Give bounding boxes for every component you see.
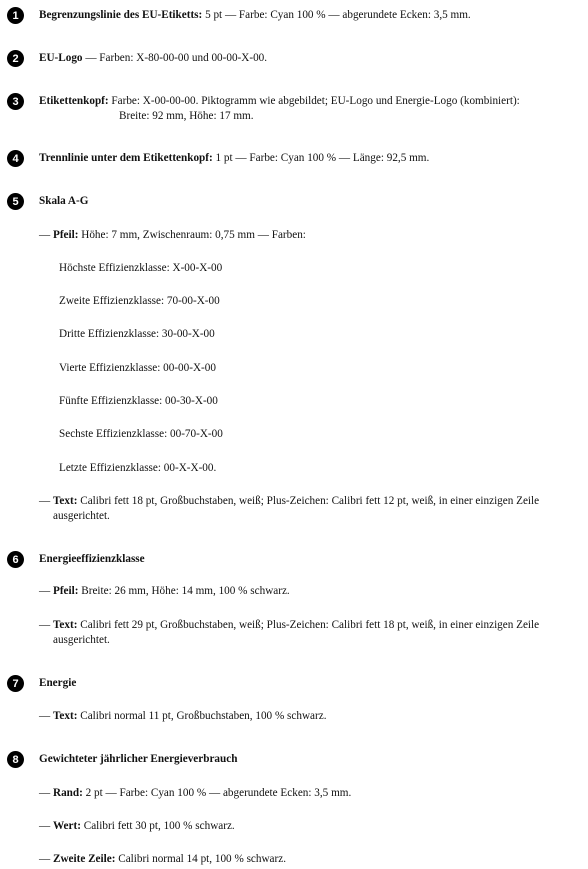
spec-title: Energieeffizienzklasse xyxy=(39,553,145,565)
sub-label: Zweite Zeile: xyxy=(52,853,116,865)
spec-title: EU-Logo xyxy=(39,52,83,64)
spec-text-continued: Breite: 92 mm, Höhe: 17 mm. xyxy=(119,110,254,122)
number-1-icon: 1 xyxy=(7,7,24,24)
sub-text: Calibri fett 30 pt, 100 % schwarz. xyxy=(83,820,235,832)
class-color-1: Höchste Effizienzklasse: X-00-X-00 xyxy=(59,262,223,274)
spec-text: — Farben: X-80-00-00 und 00-00-X-00. xyxy=(85,52,268,64)
sub-label: Pfeil: xyxy=(52,585,79,597)
number-2-icon: 2 xyxy=(7,50,24,67)
spec-line xyxy=(39,51,582,66)
spec-line xyxy=(39,194,582,209)
spec-line xyxy=(39,8,582,23)
class-color-6: Sechste Effizienzklasse: 00-70-X-00 xyxy=(59,428,223,440)
consumption-border-spec: — Rand: 2 pt — Farbe: Cyan 100 % — abgerundete Ecken: 3,5 mm. xyxy=(39,787,352,799)
class-color-3: Dritte Effizienzklasse: 30-00-X-00 xyxy=(59,328,215,340)
sub-text: Calibri normal 11 pt, Großbuchstaben, 100 % schwarz. xyxy=(80,710,327,722)
sub-label: Text: xyxy=(52,710,78,722)
sub-text: Calibri normal 14 pt, 100 % schwarz. xyxy=(118,853,287,865)
sub-label: Wert: xyxy=(52,820,81,832)
number-7-icon: 7 xyxy=(7,675,24,692)
spec-title: Begrenzungslinie des EU-Etiketts: xyxy=(39,9,203,21)
spec-line xyxy=(39,676,582,691)
number-8-icon: 8 xyxy=(7,751,24,768)
class-color-7: Letzte Effizienzklasse: 00-X-X-00. xyxy=(59,462,217,474)
class-color-2: Zweite Effizienzklasse: 70-00-X-00 xyxy=(59,295,220,307)
sub-label: Text: xyxy=(52,619,78,631)
spec-line xyxy=(39,94,582,124)
sub-text: Calibri fett 29 pt, Großbuchstaben, weiß; Plus-Zeichen: Calibri fett 18 pt, weiß, in einer einzigen Zeile ausgerichtet. xyxy=(53,619,540,646)
sub-label: Text: xyxy=(52,495,78,507)
sub-text: Höhe: 7 mm, Zwischenraum: 0,75 mm — Farben: xyxy=(81,229,306,241)
sub-label: Pfeil: xyxy=(52,229,79,241)
eec-text-spec: — Text: Calibri fett 29 pt, Großbuchstaben, weiß; Plus-Zeichen: Calibri fett 18 pt, weiß, in einer einzigen Zeile ausgerichtet. xyxy=(39,619,540,646)
scale-arrow-spec: — Pfeil: Höhe: 7 mm, Zwischenraum: 0,75 mm — Farben: xyxy=(39,229,306,241)
sub-text: Breite: 26 mm, Höhe: 14 mm, 100 % schwarz. xyxy=(81,585,290,597)
eec-arrow-spec: — Pfeil: Breite: 26 mm, Höhe: 14 mm, 100 % schwarz. xyxy=(39,585,290,597)
sub-text: Calibri fett 18 pt, Großbuchstaben, weiß; Plus-Zeichen: Calibri fett 12 pt, weiß, in einer einzigen Zeile ausgerichtet. xyxy=(53,495,540,522)
spec-text: Farbe: X-00-00-00. Piktogramm wie abgebildet; EU-Logo und Energie-Logo (kombiniert): xyxy=(111,95,520,107)
number-5-icon: 5 xyxy=(7,193,24,210)
spec-line xyxy=(39,151,582,166)
sub-text: 2 pt — Farbe: Cyan 100 % — abgerundete Ecken: 3,5 mm. xyxy=(85,787,352,799)
number-6-icon: 6 xyxy=(7,551,24,568)
spec-text: 1 pt — Farbe: Cyan 100 % — Länge: 92,5 mm. xyxy=(215,152,430,164)
spec-title: Gewichteter jährlicher Energieverbrauch xyxy=(39,753,238,765)
spec-line xyxy=(39,552,582,567)
spec-title: Energie xyxy=(39,677,77,689)
consumption-second-line-spec: — Zweite Zeile: Calibri normal 14 pt, 100 % schwarz. xyxy=(39,853,287,865)
spec-text: 5 pt — Farbe: Cyan 100 % — abgerundete Ecken: 3,5 mm. xyxy=(205,9,471,21)
spec-title: Etikettenkopf: xyxy=(39,95,109,107)
number-4-icon: 4 xyxy=(7,150,24,167)
sub-label: Rand: xyxy=(52,787,83,799)
class-color-5: Fünfte Effizienzklasse: 00-30-X-00 xyxy=(59,395,218,407)
scale-text-spec: — Text: Calibri fett 18 pt, Großbuchstaben, weiß; Plus-Zeichen: Calibri fett 12 pt, weiß, in einer einzigen Zeile ausgerichtet. xyxy=(39,495,540,522)
spec-title: Skala A-G xyxy=(39,195,89,207)
class-color-4: Vierte Effizienzklasse: 00-00-X-00 xyxy=(59,362,216,374)
spec-title: Trennlinie unter dem Etikettenkopf: xyxy=(39,152,213,164)
number-3-icon: 3 xyxy=(7,93,24,110)
spec-line xyxy=(39,752,582,767)
consumption-value-spec: — Wert: Calibri fett 30 pt, 100 % schwarz. xyxy=(39,820,235,832)
energy-text-spec: — Text: Calibri normal 11 pt, Großbuchstaben, 100 % schwarz. xyxy=(39,710,327,722)
